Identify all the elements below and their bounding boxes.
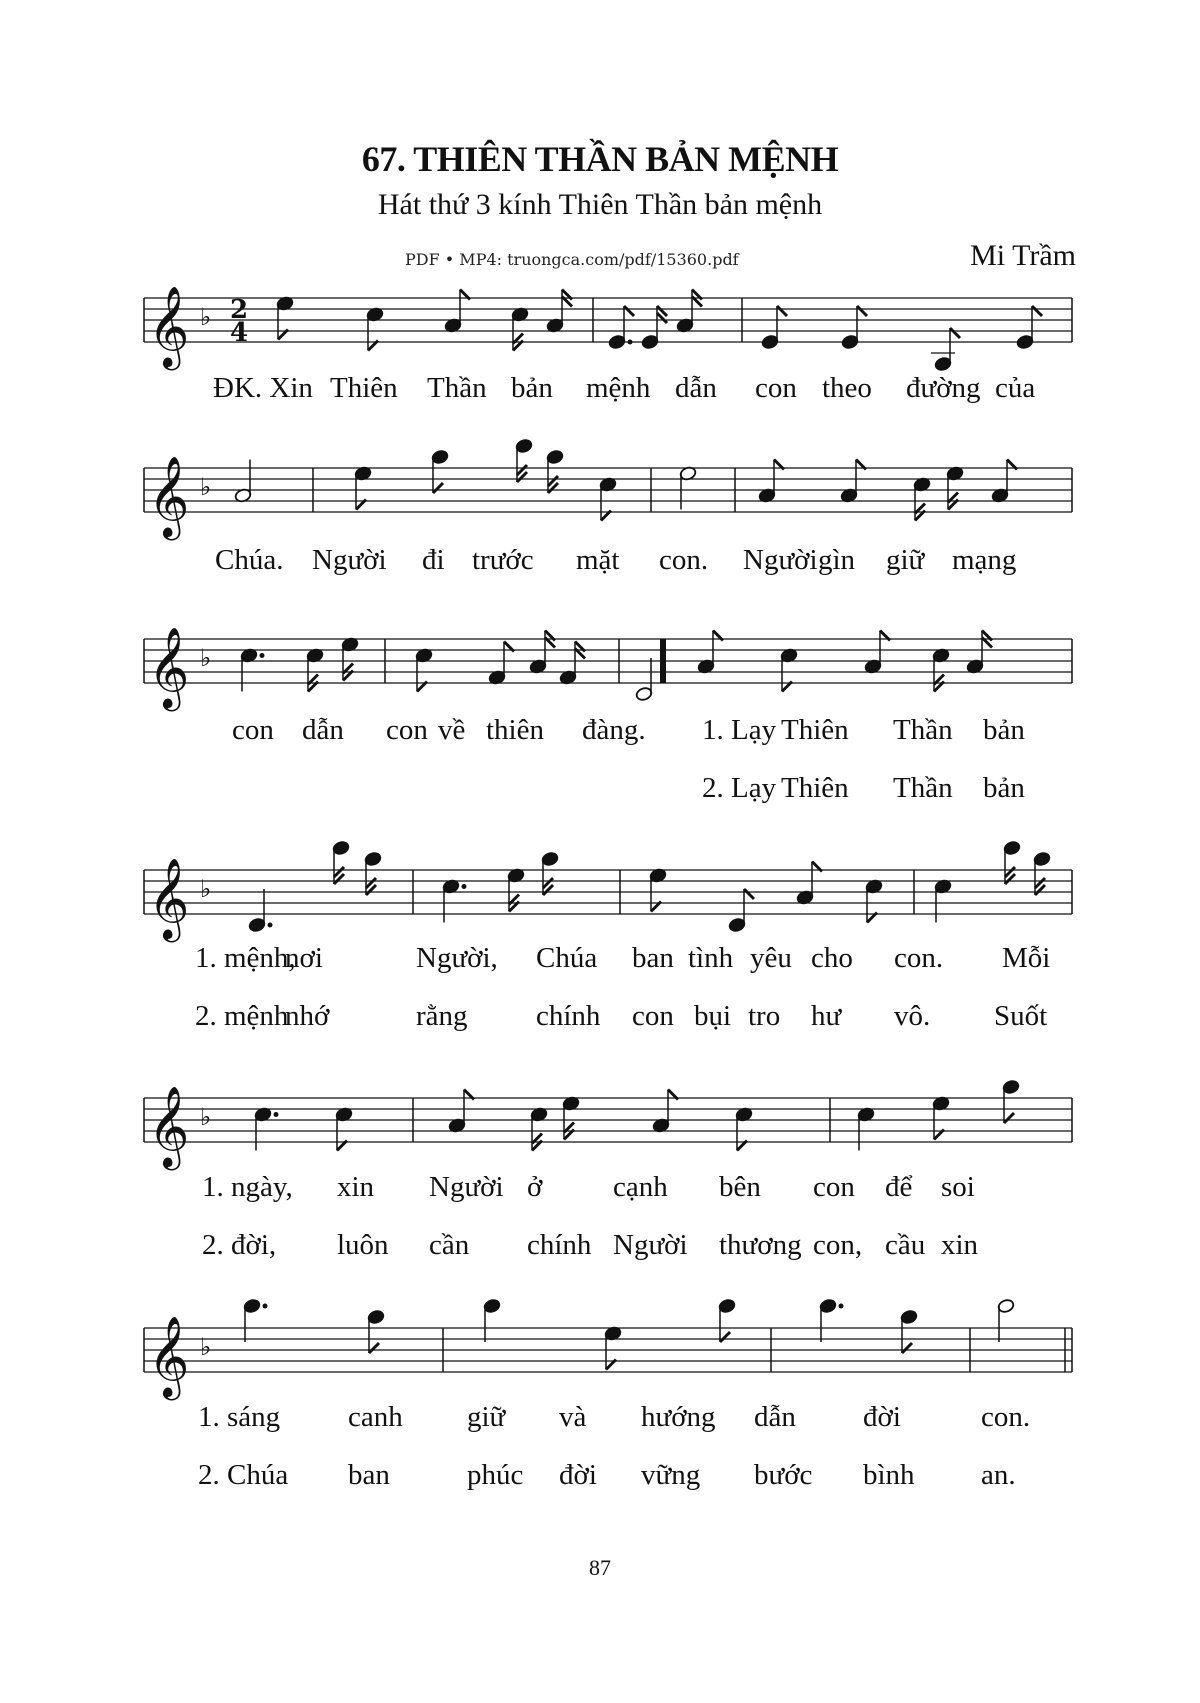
lyric-word: Người <box>613 1229 688 1261</box>
lyric-word: Người <box>429 1171 504 1203</box>
lyric-word: của <box>995 372 1036 404</box>
lyric-word: an. <box>981 1459 1016 1491</box>
lyric-word: 1. mệnh, <box>195 942 296 974</box>
composer-name: Mi Trầm <box>970 239 1076 272</box>
flat-icon: ♭ <box>200 473 212 501</box>
note-flag <box>902 1343 912 1353</box>
lyric-word: bản <box>511 372 553 404</box>
lyric-word: cạnh <box>613 1171 668 1203</box>
staff-system <box>144 626 1072 711</box>
lyric-word: về <box>438 714 466 746</box>
flat-icon: ♭ <box>200 644 212 672</box>
lyric-word: Thiên <box>781 714 849 746</box>
note-flag <box>857 306 867 316</box>
lyric-word: dẫn <box>675 372 717 404</box>
lyric-word: canh <box>348 1401 403 1433</box>
time-signature-bottom: 4 <box>230 318 249 348</box>
treble-clef-icon: 𝄞 <box>148 1315 190 1397</box>
lyric-word: 1. Lạy <box>702 714 777 746</box>
lyric-word: Người <box>312 544 387 576</box>
lyric-word: đi <box>422 544 445 576</box>
lyric-word: để <box>885 1171 913 1203</box>
lyric-word: yêu <box>750 942 792 974</box>
lyric-word: cầu <box>885 1229 926 1261</box>
lyric-word: hướng <box>641 1401 716 1433</box>
lyric-word: rằng <box>416 1000 468 1032</box>
lyric-word: đời <box>559 1459 597 1491</box>
flat-icon: ♭ <box>200 1333 212 1361</box>
lyric-word: nhớ <box>285 1000 330 1032</box>
note-flag <box>369 1343 379 1353</box>
lyric-word: dẫn <box>754 1401 796 1433</box>
lyric-word: mệnh <box>586 372 651 404</box>
lyric-word: con. <box>659 544 709 576</box>
note-flag <box>624 306 634 316</box>
lyric-word: bước <box>754 1459 813 1491</box>
lyric-word: Thần <box>893 714 953 746</box>
song-title: 67. THIÊN THẦN BẢN MỆNH <box>361 139 839 179</box>
lyric-word: vững <box>641 1459 701 1491</box>
flat-icon: ♭ <box>200 1103 212 1131</box>
lyric-word: soi <box>941 1171 975 1203</box>
lyric-word: ở <box>527 1171 543 1203</box>
note-dot <box>268 923 273 928</box>
lyric-word: 1. ngày, <box>202 1171 293 1203</box>
note-flag <box>744 889 754 899</box>
treble-clef-icon: 𝄞 <box>148 285 190 367</box>
lyric-word: cần <box>429 1229 470 1261</box>
note-dot <box>260 653 265 658</box>
note-dot <box>628 340 633 345</box>
lyric-word: Người <box>743 544 818 576</box>
lyric-word: đời <box>863 1401 901 1433</box>
lyric-word: 2. đời, <box>202 1229 277 1261</box>
treble-clef-icon: 𝄞 <box>148 455 190 537</box>
lyric-word: thiên <box>486 714 544 746</box>
note-flag <box>777 306 787 316</box>
lyric-word: theo <box>822 372 872 404</box>
lyric-word: con <box>386 714 428 746</box>
note-flag <box>720 1332 730 1342</box>
lyric-word: đàng. <box>582 714 646 746</box>
lyric-word: 2. Lạy <box>702 772 777 804</box>
song-subtitle: Hát thứ 3 kính Thiên Thần bản mệnh <box>377 188 823 221</box>
treble-clef-icon: 𝄞 <box>148 857 190 939</box>
treble-clef-icon: 𝄞 <box>148 1085 190 1167</box>
lyric-word: mặt <box>576 544 620 576</box>
lyric-word: bản <box>983 714 1025 746</box>
lyric-word: chính <box>536 1000 601 1032</box>
note-flag <box>1032 306 1042 316</box>
lyric-word: Chúa. <box>215 544 284 576</box>
staff-system <box>144 1079 1072 1170</box>
treble-clef-icon: 𝄞 <box>148 626 190 708</box>
lyric-word: 2. Chúa <box>198 1459 289 1491</box>
lyric-word: Thần <box>893 772 953 804</box>
lyric-word: ĐK. Xin <box>213 372 313 404</box>
lyric-word: ban <box>348 1459 390 1491</box>
time-signature-top: 2 <box>230 295 249 325</box>
lyric-word: con. <box>894 942 944 974</box>
lyric-word: chính <box>527 1229 592 1261</box>
lyric-word: tro <box>748 1000 781 1032</box>
lyric-word: giữ <box>467 1401 506 1433</box>
lyric-word: con <box>755 372 797 404</box>
lyric-word: bụi <box>694 1000 732 1032</box>
source-link[interactable]: PDF • MP4: truongca.com/pdf/15360.pdf <box>405 250 739 269</box>
lyric-word: Mỗi <box>1002 942 1051 974</box>
lyric-word: tình <box>688 942 734 974</box>
lyric-word: con <box>813 1171 855 1203</box>
lyric-word: bình <box>863 1459 915 1491</box>
lyric-word: ban <box>632 942 674 974</box>
lyric-word: Thần <box>427 372 487 404</box>
lyric-word: xin <box>941 1229 979 1261</box>
lyric-word: Thiên <box>330 372 398 404</box>
lyric-word: vô. <box>894 1000 931 1032</box>
flat-icon: ♭ <box>200 875 212 903</box>
note-dot <box>839 1304 844 1309</box>
lyric-word: con. <box>981 1401 1031 1433</box>
note-dot <box>462 884 467 889</box>
lyric-word: và <box>559 1401 587 1433</box>
staff-system <box>144 1298 1072 1400</box>
lyric-word: Thiên <box>781 772 849 804</box>
lyric-word: Chúa <box>536 942 598 974</box>
lyric-word: phúc <box>467 1459 524 1491</box>
lyric-word: dẫn <box>302 714 344 746</box>
lyric-word: luôn <box>337 1229 389 1261</box>
note-flag <box>1004 1113 1014 1123</box>
note-dot <box>263 1304 268 1309</box>
note-dot <box>274 1112 279 1117</box>
page-number: 87 <box>589 1555 611 1580</box>
lyric-word: con, <box>813 1229 863 1261</box>
lyric-word: bên <box>719 1171 761 1203</box>
lyric-word: gìn <box>818 544 856 576</box>
note-flag <box>950 328 960 338</box>
lyric-word: Suốt <box>994 1000 1048 1032</box>
lyric-word: hư <box>811 1000 842 1032</box>
lyric-word: 2. mệnh <box>195 1000 289 1032</box>
lyric-word: xin <box>337 1171 375 1203</box>
flat-icon: ♭ <box>200 303 212 331</box>
note-flag <box>433 483 443 493</box>
section-barline <box>660 639 666 683</box>
lyric-word: đường <box>906 372 981 404</box>
lyric-word: bản <box>983 772 1025 804</box>
lyric-word: cho <box>811 942 853 974</box>
staff-system <box>144 438 1072 540</box>
lyric-word: nơi <box>285 942 323 974</box>
lyric-word: con <box>632 1000 674 1032</box>
lyric-word: 1. sáng <box>198 1401 281 1433</box>
staff-system <box>144 285 1072 372</box>
lyric-word: thương <box>719 1229 802 1261</box>
lyric-word: con <box>232 714 274 746</box>
lyric-word: trước <box>472 544 534 576</box>
staff-system <box>144 840 1072 942</box>
lyric-word: mạng <box>952 544 1017 576</box>
lyric-word: Người, <box>416 942 498 974</box>
lyric-word: giữ <box>886 544 925 576</box>
